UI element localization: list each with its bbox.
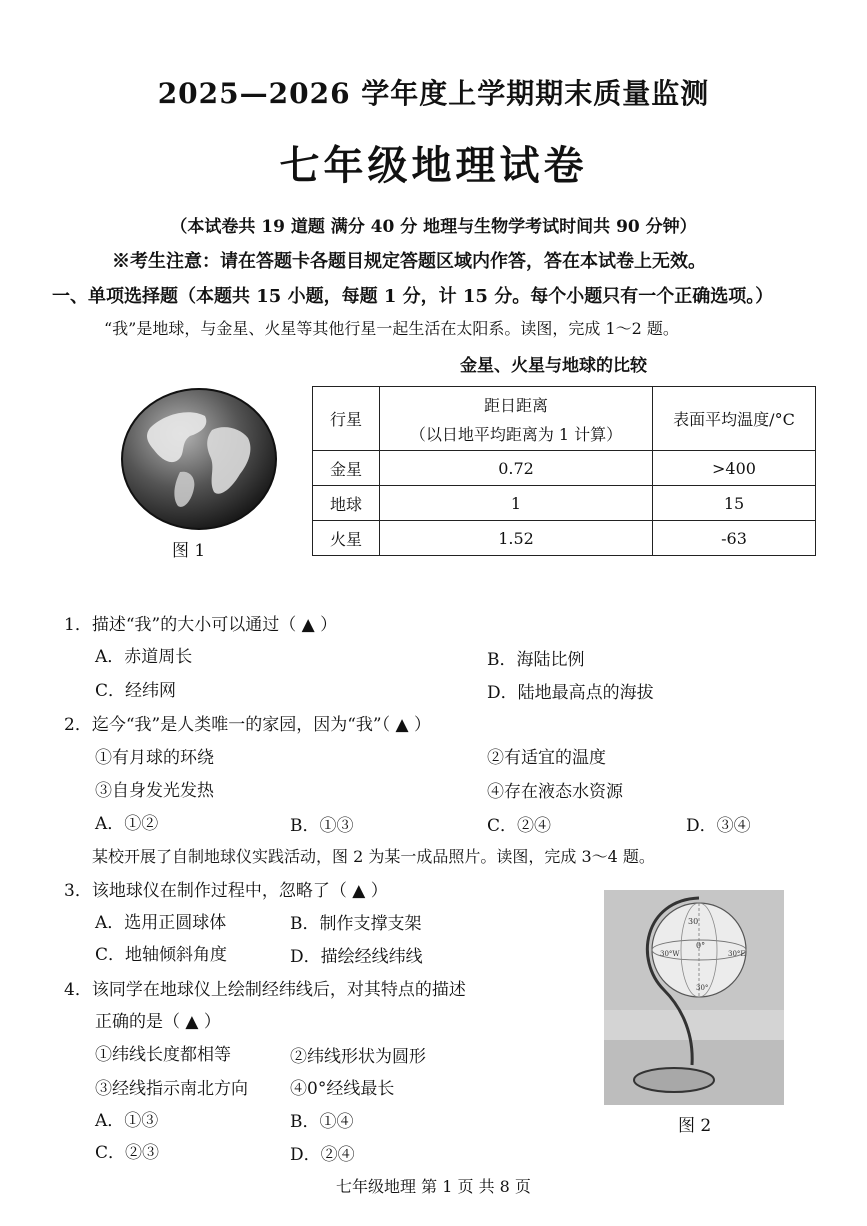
cell-planet: 火星 bbox=[313, 521, 380, 556]
exam-subject-title: 七年级地理试卷 bbox=[279, 142, 588, 189]
q4-statement-1: ①纬线长度都相等 bbox=[95, 1045, 231, 1065]
q2-option-d: D．③④ bbox=[686, 816, 751, 836]
globe-label-lat-top: 30 bbox=[688, 917, 699, 926]
q4-statement-3: ③经线指示南北方向 bbox=[95, 1079, 248, 1099]
cell-temp: -63 bbox=[653, 521, 816, 556]
intro-questions-3-4: 某校开展了自制地球仪实践活动，图 2 为某一成品照片。读图，完成 3～4 题。 bbox=[92, 847, 655, 866]
earth-globe-image bbox=[120, 388, 278, 530]
q4-option-a: A．①③ bbox=[95, 1111, 159, 1131]
q3-option-b: B．制作支撑支架 bbox=[290, 914, 422, 934]
q1-option-d: D．陆地最高点的海拔 bbox=[487, 683, 654, 703]
table-caption: 金星、火星与地球的比较 bbox=[460, 356, 647, 376]
cell-distance: 1 bbox=[380, 486, 653, 521]
question-2-stem: 2．迄今“我”是人类唯一的家园，因为“我”（ ▲ ） bbox=[64, 715, 431, 735]
section-title: 一、单项选择题（本题共 15 小题，每题 1 分，计 15 分。每个小题只有一个正确选项。） bbox=[52, 286, 774, 307]
q2-option-b: B．①③ bbox=[290, 816, 354, 836]
planet-comparison-table bbox=[312, 386, 816, 556]
question-3-stem: 3．该地球仪在制作过程中，忽略了（ ▲ ） bbox=[64, 881, 388, 901]
header-temperature: 表面平均温度/°C bbox=[653, 387, 816, 451]
header-distance bbox=[380, 387, 653, 451]
q1-option-b: B．海陆比例 bbox=[487, 650, 585, 670]
q1-option-c: C．经纬网 bbox=[95, 681, 177, 701]
cell-planet: 金星 bbox=[313, 451, 380, 486]
exam-period-title: 2025—2026 学年度上学期期末质量监测 bbox=[157, 77, 710, 110]
section-intro: “我”是地球，与金星、火星等其他行星一起生活在太阳系。读图，完成 1～2 题。 bbox=[104, 319, 679, 338]
q1-option-a: A．赤道周长 bbox=[95, 647, 193, 667]
table-header-row bbox=[313, 387, 816, 451]
header-planet: 行星 bbox=[313, 387, 380, 451]
question-4-stem-line2: 正确的是（ ▲ ） bbox=[95, 1012, 221, 1032]
page-footer: 七年级地理 第 1 页 共 8 页 bbox=[336, 1177, 531, 1196]
q4-option-c: C．②③ bbox=[95, 1143, 160, 1163]
table-row bbox=[313, 486, 816, 521]
q4-option-d: D．②④ bbox=[290, 1145, 355, 1165]
q3-option-c: C．地轴倾斜角度 bbox=[95, 945, 228, 965]
figure-2-label: 图 2 bbox=[678, 1116, 712, 1136]
q4-statement-2: ②纬线形状为圆形 bbox=[290, 1047, 426, 1067]
header-distance-line1: 距日距离 bbox=[483, 395, 548, 415]
exam-info: （本试卷共 19 道题 满分 40 分 地理与生物学考试时间共 90 分钟） bbox=[170, 217, 697, 237]
globe-label-equator: 0° bbox=[696, 941, 706, 950]
q2-statement-1: ①有月球的环绕 bbox=[95, 748, 214, 768]
cell-temp: 15 bbox=[653, 486, 816, 521]
cell-distance: 0.72 bbox=[380, 451, 653, 486]
q2-statement-3: ③自身发光发热 bbox=[95, 781, 214, 801]
q2-option-c: C．②④ bbox=[487, 816, 552, 836]
q4-option-b: B．①④ bbox=[290, 1112, 354, 1132]
cell-temp: >400 bbox=[653, 451, 816, 486]
cell-planet: 地球 bbox=[313, 486, 380, 521]
q4-statement-4: ④0°经线最长 bbox=[290, 1079, 395, 1099]
candidate-notice: ※考生注意：请在答题卡各题目规定答题区域内作答，答在本试卷上无效。 bbox=[112, 251, 706, 272]
globe-label-lat-bottom: 30° bbox=[696, 984, 709, 992]
figure-1-label: 图 1 bbox=[172, 541, 206, 561]
question-4-stem-line1: 4．该同学在地球仪上绘制经纬线后，对其特点的描述 bbox=[64, 980, 466, 1000]
header-distance-line2: （以日地平均距离为 1 计算） bbox=[409, 424, 623, 444]
table-row bbox=[313, 521, 816, 556]
homemade-globe-photo bbox=[604, 890, 784, 1105]
question-1-stem: 1．描述“我”的大小可以通过（ ▲ ） bbox=[64, 615, 338, 635]
globe-label-lon-right: 30°E bbox=[728, 950, 746, 958]
q3-option-a: A．选用正圆球体 bbox=[95, 913, 227, 933]
table-row bbox=[313, 451, 816, 486]
q2-option-a: A．①② bbox=[95, 814, 159, 834]
globe-label-lon-left: 30°W bbox=[660, 950, 680, 958]
cell-distance: 1.52 bbox=[380, 521, 653, 556]
q3-option-d: D．描绘经线纬线 bbox=[290, 947, 423, 967]
q2-statement-2: ②有适宜的温度 bbox=[487, 748, 606, 768]
q2-statement-4: ④存在液态水资源 bbox=[487, 782, 623, 802]
